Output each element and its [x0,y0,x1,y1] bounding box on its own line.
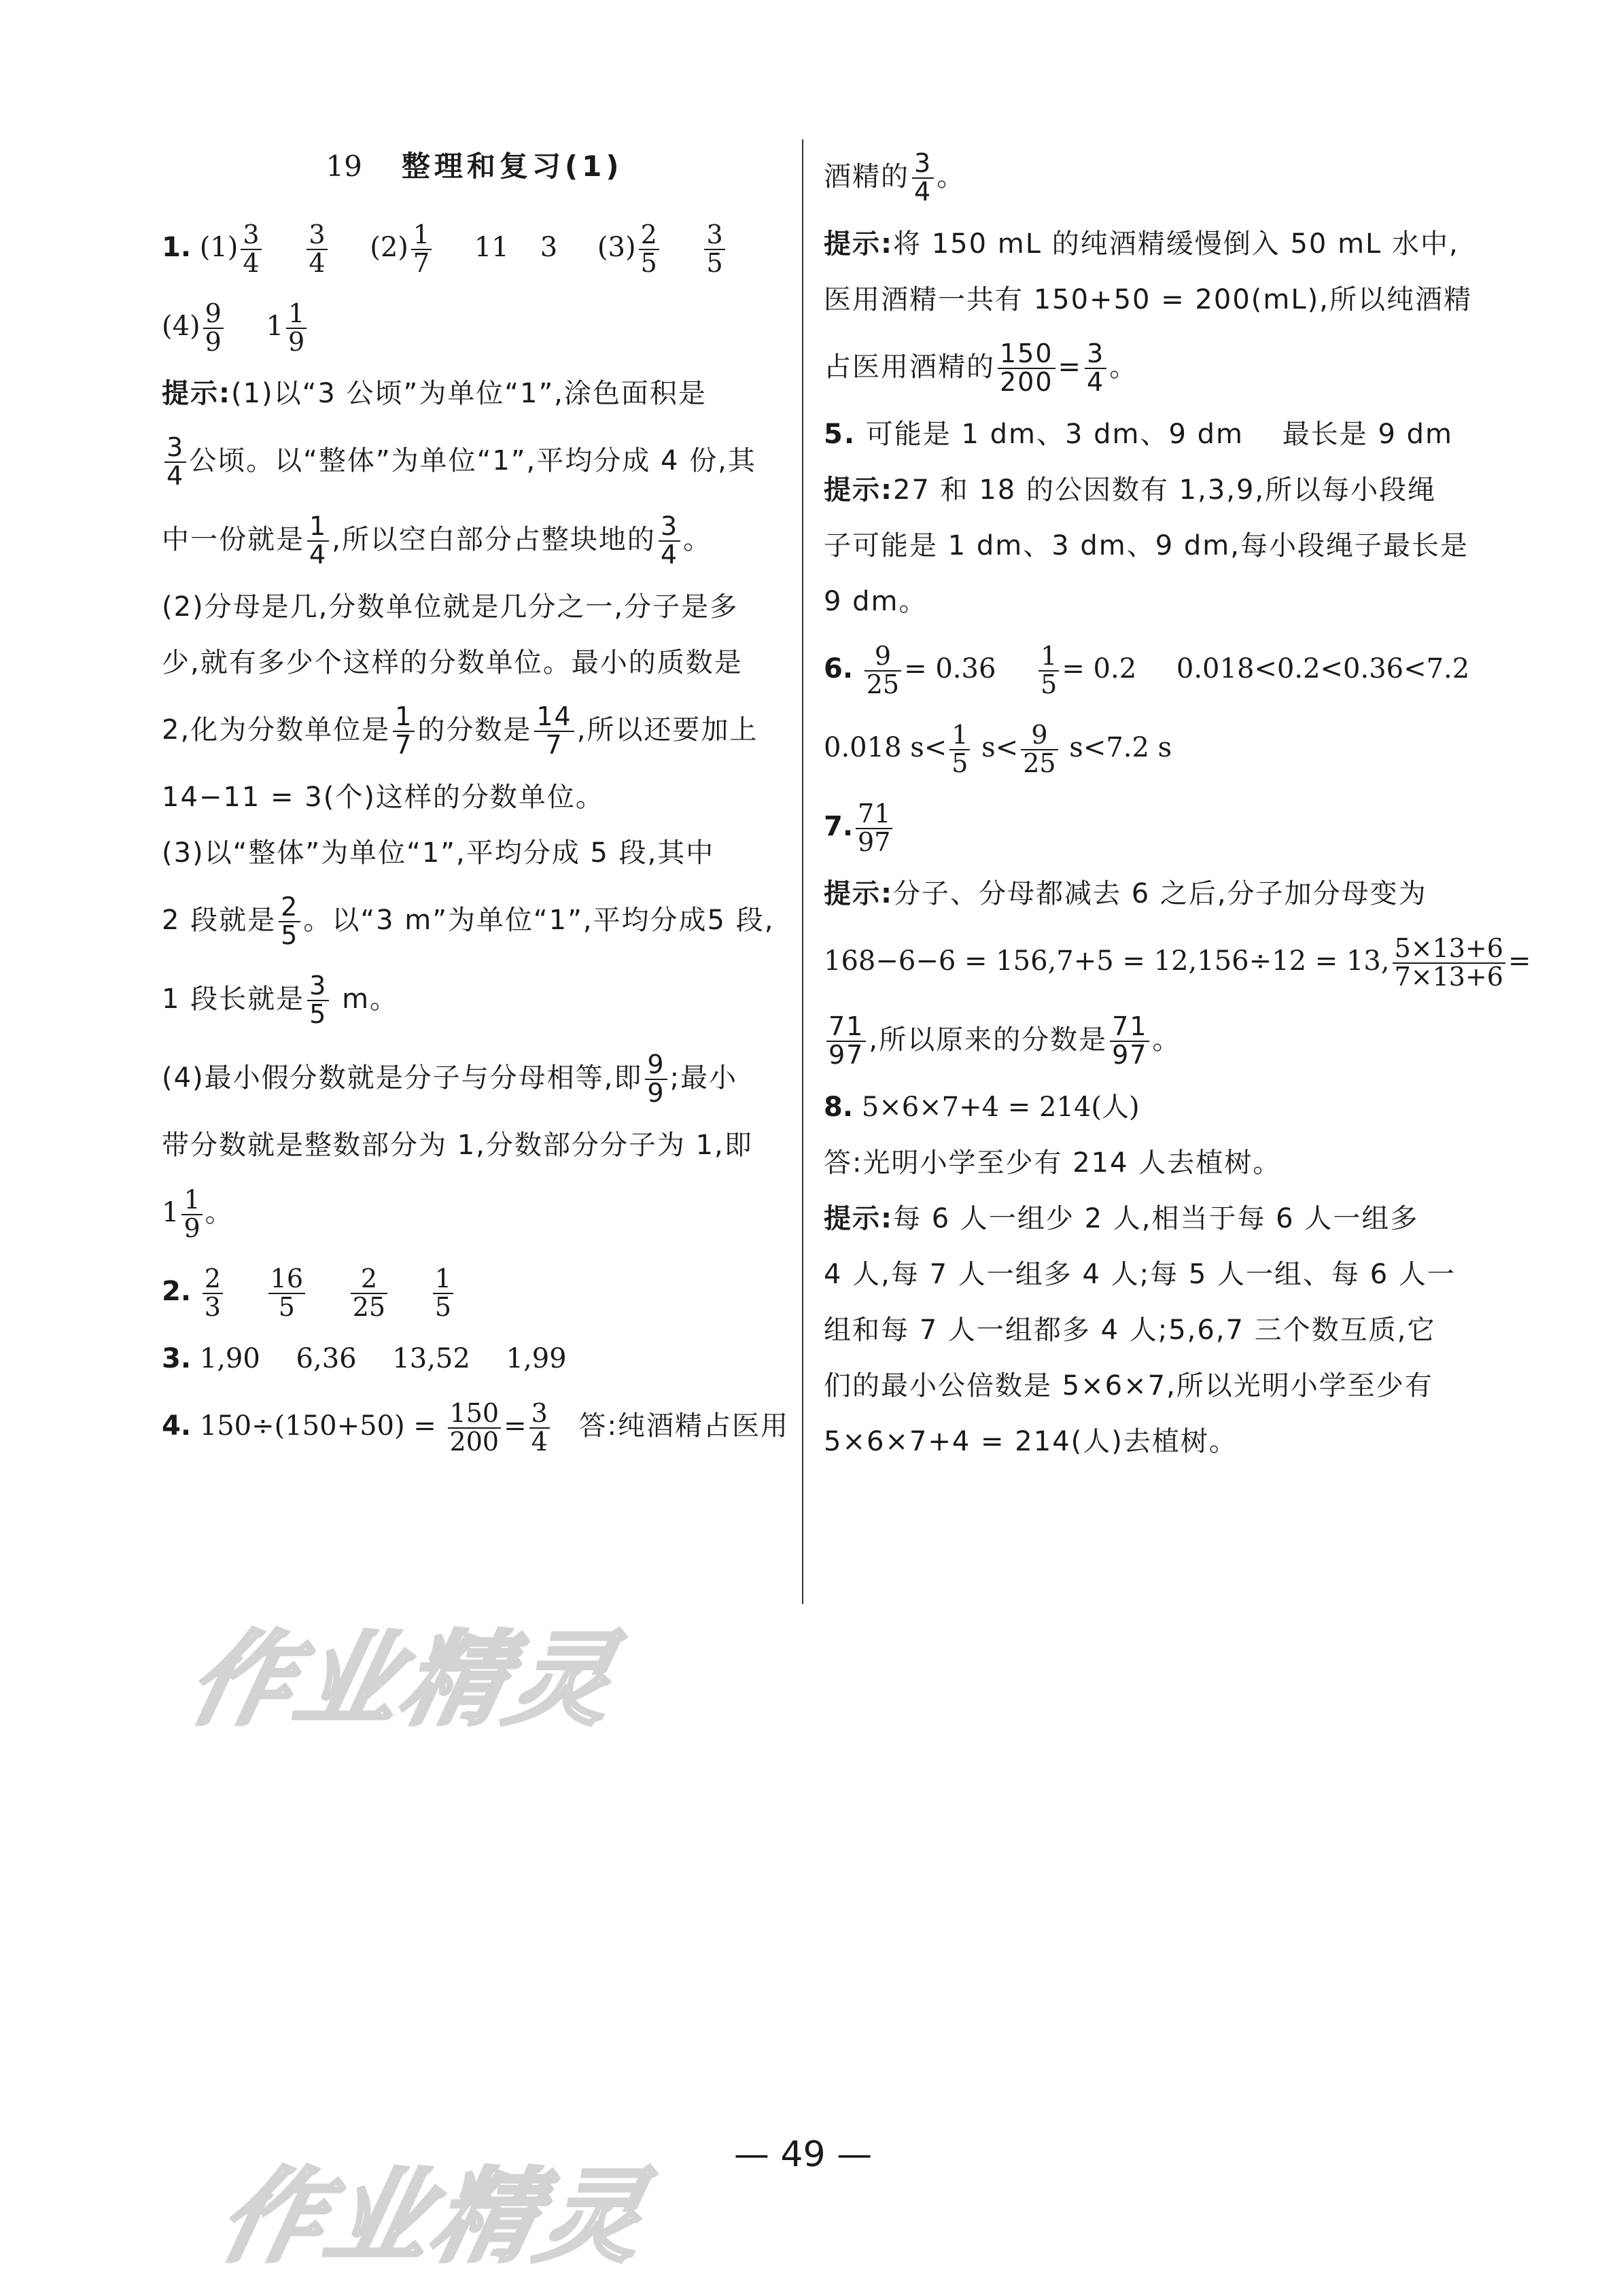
fraction: $\frac{2}{3}$ [203,1266,223,1321]
fraction: $\frac{3}{4}$ [307,222,327,277]
section-title-text: 整理和复习(1) [401,150,623,183]
fraction: $\frac{2}{5}$ [639,222,659,277]
q7-hint-c: $\frac{71}{97}$ ,所以原来的分数是 $\frac{71}{97}$ 。 [824,1003,1444,1077]
q4-hint-a: 提示:将 150 mL 的纯酒精缓慢倒入 50 mL 水中, [824,228,1459,260]
section-title [162,139,787,194]
fraction: $\frac{3}{4}$ [241,222,261,277]
q4-answer: 4. 150÷(150+50) = $\frac{150}{200}$ = $\frac{3}{4}$ 答:纯酒精占医用 [162,1398,789,1457]
q1-hint-4a: (4)最小假分数就是分子与分母相等,即 $\frac{9}{9}$ ;最小 [162,1049,738,1108]
q1-hint-4b: 带分数就是整数部分为 1,分数部分分子为 1,即 [162,1130,753,1161]
q1-hint-4c: 1 $\frac{1}{9}$ 。 [162,1185,234,1243]
fraction: $\frac{3}{4}$ [529,1400,550,1456]
fraction: $\frac{1}{7}$ [411,222,432,277]
fraction: $\frac{2}{5}$ [279,894,300,950]
fraction: $\frac{150}{200}$ [998,341,1055,396]
fraction: $\frac{3}{5}$ [307,973,329,1028]
watermark-logo: 作业精灵 [179,1621,629,1739]
q1-hint-2c: 2,化为分数单位是 $\frac{1}{7}$ 的分数是 $\frac{14}{7}$ ,所以还要加上 [162,701,758,760]
fraction: $\frac{1}{7}$ [393,703,415,759]
q7-answer: 7. $\frac{71}{97}$ [824,789,1444,864]
page-number: — 49 — [733,2134,873,2175]
q1-hint-2d: 14−11 = 3(个)这样的分数单位。 [162,782,604,813]
q1-hint-2b: 少,就有多少个这样的分数单位。最小的质数是 [162,647,743,678]
q4-hint-c: 占医用酒精的 $\frac{150}{200}$ = $\frac{3}{4}$ 。 [824,338,1138,397]
q6-answer-line1: 6. $\frac{9}{25}$ = 0.36 $\frac{1}{5}$ = 0.2 0.018<0.2<0.36<7.2 [824,641,1470,699]
q4-hint-b: 医用酒精一共有 150+50 = 200(mL),所以纯酒精 [824,284,1472,315]
q8-hint-c: 组和每 7 人一组都多 4 人;5,6,7 三个数互质,它 [824,1315,1436,1346]
fraction: $\frac{3}{4}$ [1085,341,1106,396]
fraction: $\frac{9}{25}$ [1021,722,1058,778]
q1-answer-line2: (4) $\frac{9}{9}$ 1 $\frac{1}{9}$ [162,289,787,364]
fraction: $\frac{71}{97}$ [856,801,892,856]
q8-hint-d: 们的最小公倍数是 5×6×7,所以光明小学至少有 [824,1370,1433,1402]
q5-hint-a: 提示:27 和 18 的公因数有 1,3,9,所以每小段绳 [824,474,1437,506]
q5-hint-b: 子可能是 1 dm、3 dm、9 dm,每小段绳子最长是 [824,530,1469,561]
watermark-logo-bottom: 作业精灵 [209,2158,659,2276]
q8-answer: 8. 5×6×7+4 = 214(人) [824,1092,1140,1123]
section-number: 19 [326,150,362,183]
fraction: $\frac{1}{9}$ [286,300,307,356]
q1-hint-3b: 2 段就是 $\frac{2}{5}$ 。以“3 m”为单位“1”,平均分成5 段, [162,892,775,950]
fraction: $\frac{1}{5}$ [433,1266,453,1321]
fraction: $\frac{2}{25}$ [351,1266,387,1321]
right-column [824,139,1531,1472]
q1-hint-1c: 中一份就是 $\frac{1}{4}$ ,所以空白部分占整块地的 $\frac{3}{4}$ 。 [162,511,712,570]
q7-hint-b: 168−6−6 = 156,7+5 = 12,156÷12 = 13, $\frac{5\times 13+6}{7\times 13+6}$ = [824,933,1531,992]
fraction: $\frac{3}{4}$ [164,434,186,490]
fraction: $\frac{71}{97}$ [1110,1013,1149,1069]
q8-hint-a: 提示:每 6 人一组少 2 人,相当于每 6 人一组多 [824,1203,1419,1234]
fraction: $\frac{3}{4}$ [659,513,680,569]
q8-hint-b: 4 人,每 7 人一组多 4 人;每 5 人一组、每 6 人一 [824,1259,1456,1290]
q1-hint-1b: $\frac{3}{4}$ 公顷。以“整体”为单位“1”,平均分成 4 份,其 [162,423,787,498]
q7-hint-a: 提示:分子、分母都减去 6 之后,分子加分母变为 [824,878,1427,909]
q4-answer-cont: 酒精的 $\frac{3}{4}$ 。 [824,148,966,207]
fraction: $\frac{5\times 13+6}{7\times 13+6}$ [1393,935,1505,991]
fraction: $\frac{14}{7}$ [534,703,574,759]
fraction: $\frac{71}{97}$ [826,1013,866,1069]
q1-answer-line1: 1. (1) $\frac{3}{4}$ $\frac{3}{4}$ (2) $\frac{1}{7}$ 11 3 (3) $\frac{2}{5}$ $\frac{3}{5}$ [162,210,787,285]
fraction: $\frac{9}{9}$ [645,1051,667,1107]
q3-answer: 3. 1,90 6,36 13,52 1,99 [162,1343,567,1374]
q8-ans-text: 答:光明小学至少有 214 人去植树。 [824,1147,1282,1179]
fraction: $\frac{1}{4}$ [307,513,329,569]
q5-hint-c: 9 dm。 [824,586,928,617]
q1-hint-1a: 提示:(1)以“3 公顷”为单位“1”,涂色面积是 [162,378,707,409]
q8-hint-e: 5×6×7+4 = 214(人)去植树。 [824,1426,1238,1457]
fraction: $\frac{3}{5}$ [704,222,725,277]
fraction: $\frac{1}{5}$ [1038,643,1059,699]
column-divider [802,139,803,1604]
fraction: $\frac{3}{4}$ [912,150,934,206]
q2-answer: 2. $\frac{2}{3}$ $\frac{16}{5}$ $\frac{2}{25}$ $\frac{1}{5}$ [162,1254,787,1329]
fraction: $\frac{1}{5}$ [949,722,970,778]
q1-hint-3a: (3)以“整体”为单位“1”,平均分成 5 段,其中 [162,837,715,869]
q6-answer-line2: 0.018 s< $\frac{1}{5}$ s< $\frac{9}{25}$ s<7.2 s [824,720,1172,778]
fraction: $\frac{1}{9}$ [181,1187,202,1242]
q5-answer: 5. 可能是 1 dm、3 dm、9 dm 最长是 9 dm [824,419,1453,450]
q1-hint-3c: 1 段长就是 $\frac{3}{5}$ m。 [162,971,399,1029]
fraction: $\frac{150}{200}$ [448,1400,502,1456]
q1-hint-2a: (2)分母是几,分数单位就是几分之一,分子是多 [162,591,739,623]
fraction: $\frac{9}{9}$ [203,300,224,356]
fraction: $\frac{16}{5}$ [268,1266,305,1321]
fraction: $\frac{9}{25}$ [865,643,901,699]
left-column [162,139,787,1467]
